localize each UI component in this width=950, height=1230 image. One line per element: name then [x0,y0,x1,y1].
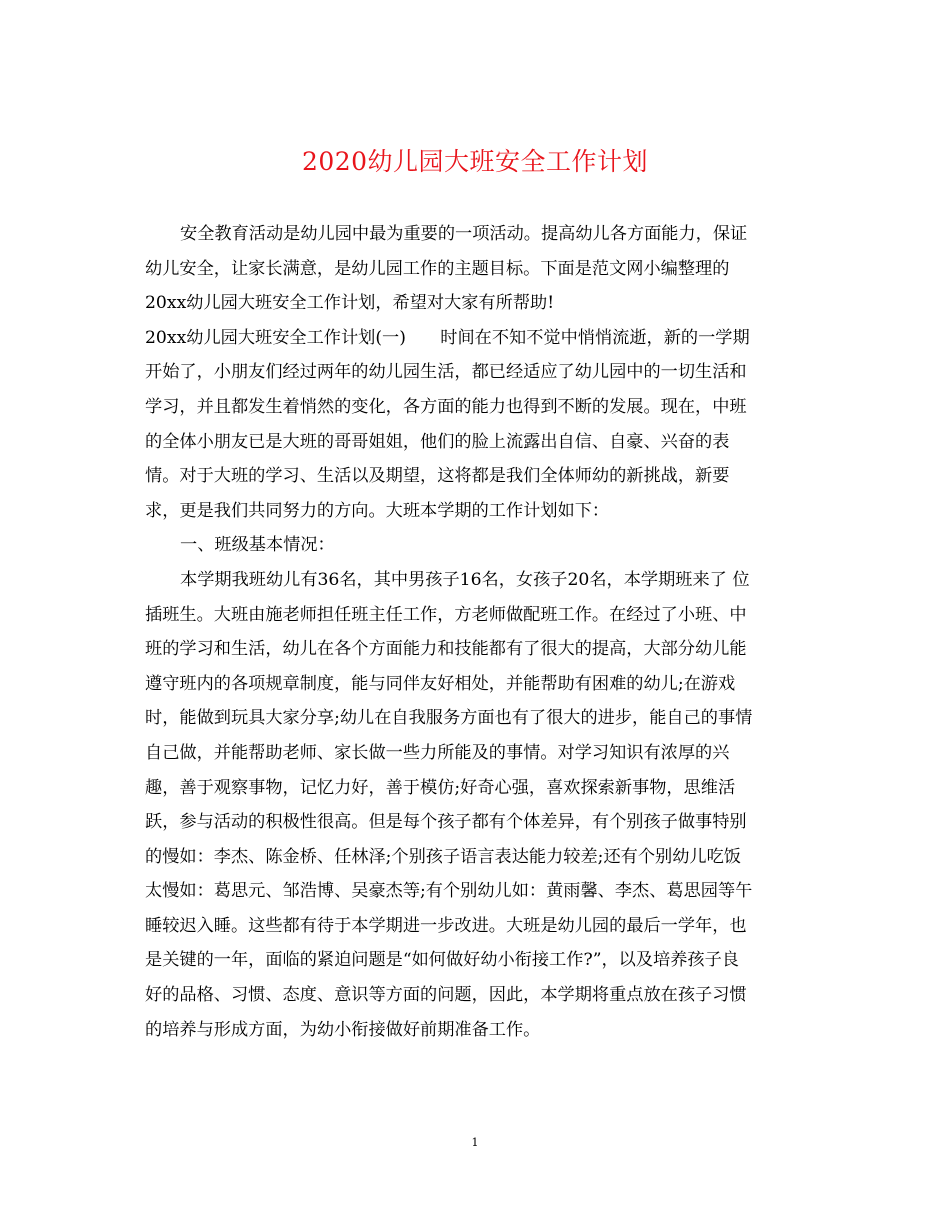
body-line: 插班生。大班由施老师担任班主任工作，方老师做配班工作。在经过了小班、中 [145,604,747,625]
document-body [145,217,808,1047]
document-title: 2020幼儿园大班安全工作计划 [301,147,649,176]
section-heading: 一、班级基本情况： [180,535,335,556]
body-line: 时，能做到玩具大家分享;幼儿在自我服务方面也有了很大的进步，能自己的事情 [145,708,753,729]
body-line: 的培养与形成方面，为幼小衔接做好前期准备工作。 [145,1019,541,1040]
body-line: 本学期我班幼儿有36名，其中男孩子16名，女孩子20名，本学期班来了 位 [180,569,750,590]
body-line: 趣，善于观察事物，记忆力好，善于模仿;好奇心强，喜欢探索新事物，思维活 [145,777,736,798]
body-line: 班的学习和生活，幼儿在各个方面能力和技能都有了很大的提高，大部分幼儿能 [145,639,747,660]
page-number: 1 [471,1136,479,1149]
body-line: 20xx幼儿园大班安全工作计划(一) 时间在不知不觉中悄悄流逝，新的一学期 [145,327,750,348]
body-line: 太慢如：葛思元、邹浩博、吴豪杰等;有个别幼儿如：黄雨馨、李杰、葛思园等午 [145,881,753,902]
body-line: 20xx幼儿园大班安全工作计划，希望对大家有所帮助! [145,293,555,314]
body-line: 好的品格、习惯、态度、意识等方面的问题，因此，本学期将重点放在孩子习惯 [145,985,747,1006]
body-line: 情。对于大班的学习、生活以及期望，这将都是我们全体师幼的新挑战，新要 [145,466,730,487]
body-line: 开始了，小朋友们经过两年的幼儿园生活，都已经适应了幼儿园中的一切生活和 [145,362,747,383]
body-line: 幼儿安全，让家长满意，是幼儿园工作的主题目标。下面是范文网小编整理的 [145,258,730,279]
body-line: 跃，参与活动的积极性很高。但是每个孩子都有个体差异，有个别孩子做事特别 [145,812,747,833]
body-line: 求，更是我们共同努力的方向。大班本学期的工作计划如下： [145,500,610,521]
body-line: 睡较迟入睡。这些都有待于本学期进一步改进。大班是幼儿园的最后一学年，也 [145,915,747,936]
body-line: 的慢如：李杰、陈金桥、任林泽;个别孩子语言表达能力较差;还有个别幼儿吃饭 [145,846,741,867]
body-line: 的全体小朋友已是大班的哥哥姐姐，他们的脸上流露出自信、自豪、兴奋的表 [145,431,730,452]
body-line: 安全教育活动是幼儿园中最为重要的一项活动。提高幼儿各方面能力，保证 [180,224,748,244]
body-line: 遵守班内的各项规章制度，能与同伴友好相处，并能帮助有困难的幼儿;在游戏 [145,673,736,694]
body-line: 是关键的一年，面临的紧迫问题是“如何做好幼小衔接工作?”，以及培养孩子良 [145,950,739,971]
body-line: 自己做，并能帮助老师、家长做一些力所能及的事情。对学习知识有浓厚的兴 [145,742,730,763]
body-line: 学习，并且都发生着悄然的变化，各方面的能力也得到不断的发展。现在，中班 [145,396,747,417]
